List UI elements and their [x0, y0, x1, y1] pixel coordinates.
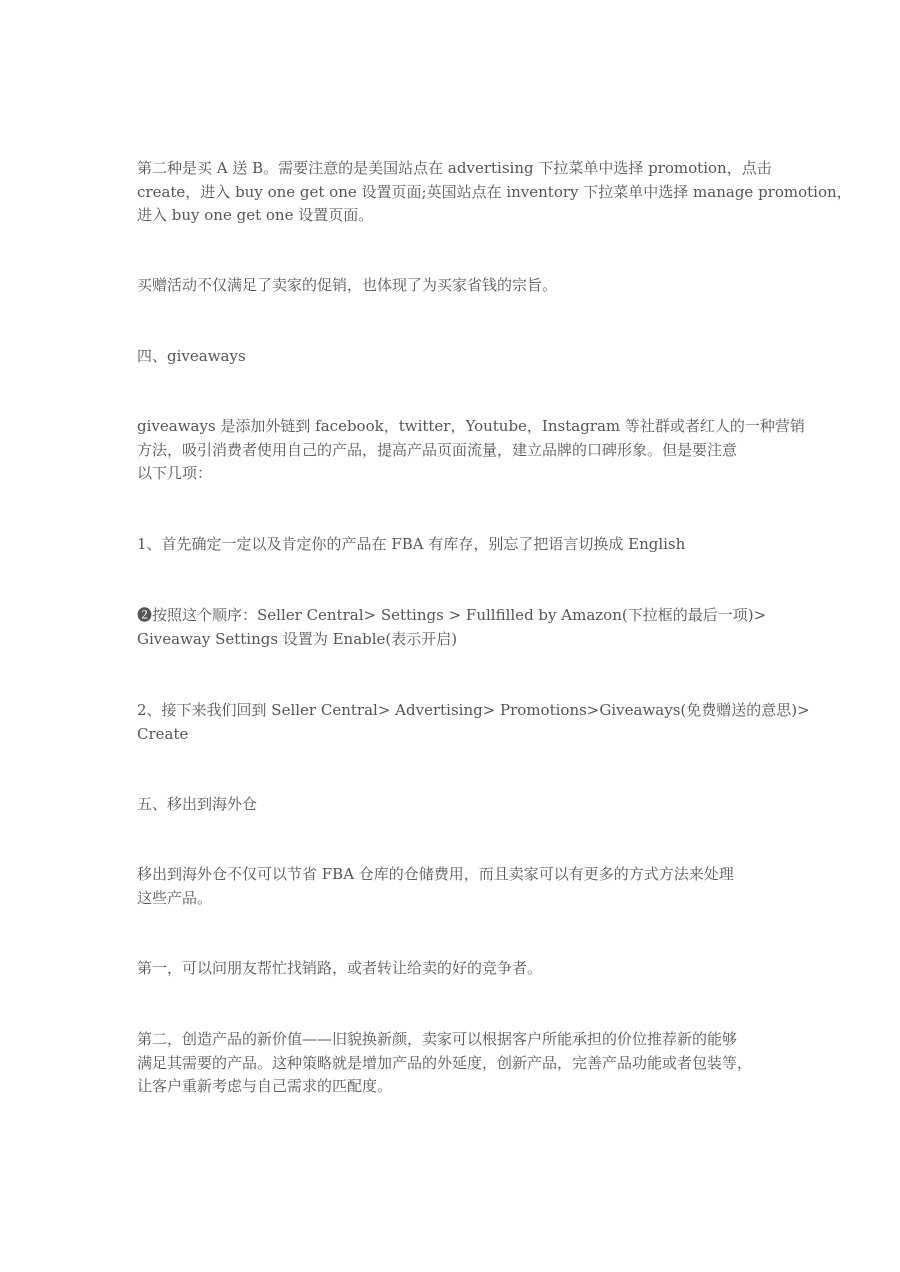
- text-line: 第二，创造产品的新价值——旧貌换新颜，卖家可以根据客户所能承担的价位推荐新的能够: [137, 1030, 738, 1048]
- text-line: 移出到海外仓不仅可以节省 FBA 仓库的仓储费用，而且卖家可以有更多的方式方法来处理: [137, 865, 734, 883]
- text-line: 1、首先确定一定以及肯定你的产品在 FBA 有库存，别忘了把语言切换成 English: [137, 535, 686, 553]
- text-line: 2、接下来我们回到 Seller Central> Advertising> Promotions>Giveaways(免费赠送的意思)>: [137, 701, 810, 719]
- section-heading-giveaways: [137, 345, 769, 369]
- text-line: 第一，可以问朋友帮忙找销路，或者转让给卖的好的竞争者。: [137, 959, 543, 977]
- text-line: 方法，吸引消费者使用自己的产品，提高产品页面流量，建立品牌的口碑形象。但是要注意: [137, 440, 738, 459]
- paragraph-giveaways-intro: [137, 415, 805, 486]
- paragraph-overseas-warehouse-intro: [137, 863, 769, 910]
- paragraph-second-option: [137, 1028, 769, 1099]
- text-line: 以下几项：: [137, 464, 213, 482]
- text-line: 这些产品。: [137, 888, 213, 907]
- paragraph-promo-benefit: [137, 274, 769, 298]
- paragraph-buy-a-get-b: [137, 157, 852, 228]
- text-line: 四、giveaways: [137, 347, 246, 365]
- section-heading-overseas-warehouse: [137, 793, 769, 817]
- paragraph-step-1: [137, 533, 769, 557]
- text-line: Giveaway Settings 设置为 Enable(表示开启): [137, 629, 458, 648]
- text-line: create，进入 buy one get one 设置页面;英国站点在 inventory 下拉菜单中选择 manage promotion，: [137, 182, 852, 201]
- text-line: 进入 buy one get one 设置页面。: [137, 206, 374, 224]
- text-line: Create: [137, 724, 189, 743]
- paragraph-first-option: [137, 957, 769, 981]
- text-line: 五、移出到海外仓: [137, 795, 258, 813]
- paragraph-step-2-settings: [137, 604, 769, 651]
- text-line: giveaways 是添加外链到 facebook，twitter，Youtube，Instagram 等社群或者红人的一种营销: [137, 417, 805, 435]
- text-line: 第二种是买 A 送 B。需要注意的是美国站点在 advertising 下拉菜单中选择 promotion，点击: [137, 159, 772, 177]
- text-line: ❷按照这个顺序：Seller Central> Settings > Fullfilled by Amazon(下拉框的最后一项)>: [137, 606, 767, 624]
- text-line: 买赠活动不仅满足了卖家的促销，也体现了为买家省钱的宗旨。: [137, 276, 558, 294]
- text-line: 满足其需要的产品。这种策略就是增加产品的外延度，创新产品，完善产品功能或者包装等，: [137, 1053, 753, 1072]
- paragraph-step-2-create: [137, 699, 810, 746]
- text-line: 让客户重新考虑与自己需求的匹配度。: [137, 1077, 393, 1095]
